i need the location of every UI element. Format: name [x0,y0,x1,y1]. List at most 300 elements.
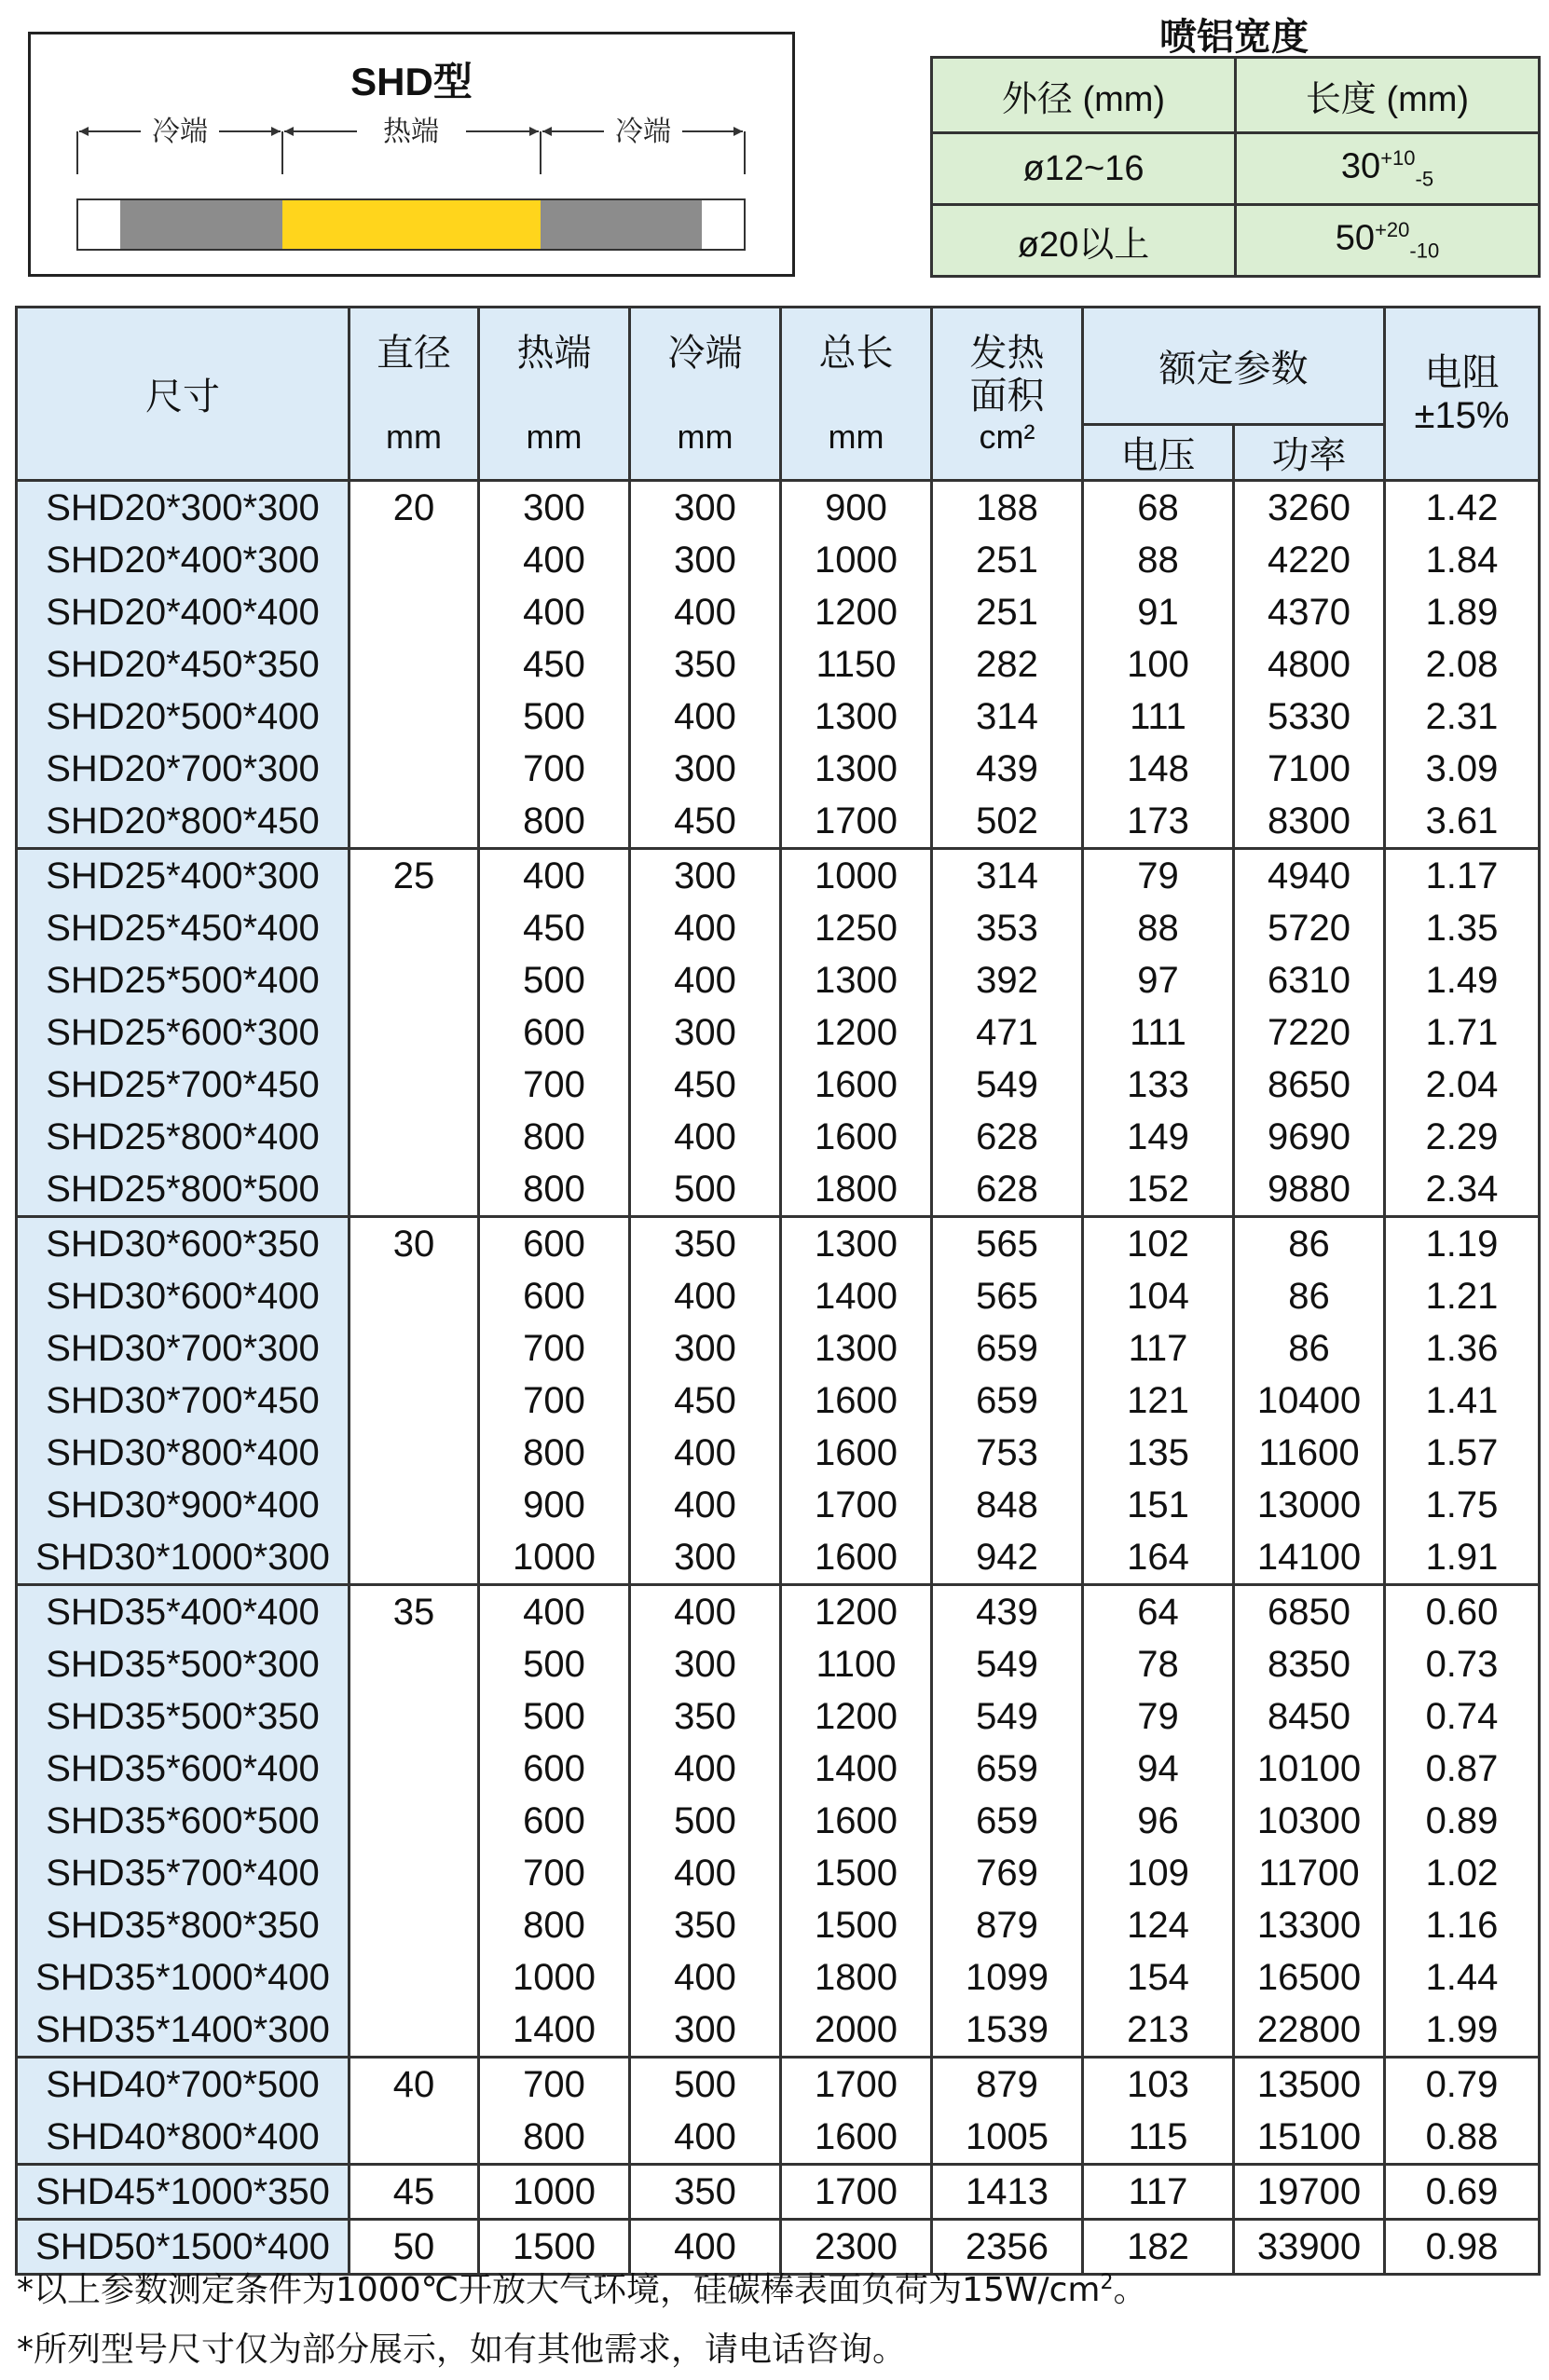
cell-power: 15100 [1234,2111,1385,2165]
rod-hot-section [282,199,541,250]
cell-power: 11600 [1234,1427,1385,1479]
table-row [17,795,1540,849]
header-resistance: 电阻 ±15% [1385,308,1540,481]
cell-model: SHD45*1000*350 [17,2165,350,2220]
cell-hot: 500 [479,691,630,743]
cell-model: SHD30*600*400 [17,1270,350,1322]
cell-cold: 450 [630,1375,781,1427]
cell-resistance: 2.29 [1385,1111,1540,1163]
cell-voltage: 78 [1083,1638,1234,1690]
cell-total: 1700 [781,2165,932,2220]
cell-resistance: 0.74 [1385,1690,1540,1743]
cell-voltage: 94 [1083,1743,1234,1795]
cell-resistance: 1.44 [1385,1951,1540,2004]
table-row [17,1006,1540,1059]
cell-total: 2000 [781,2004,932,2058]
cell-power: 9880 [1234,1163,1385,1217]
cell-power: 13500 [1234,2058,1385,2112]
table-row [17,1270,1540,1322]
cell-hot: 800 [479,2111,630,2165]
cell-model: SHD30*700*300 [17,1322,350,1375]
cell-power: 86 [1234,1270,1385,1322]
cell-resistance: 0.87 [1385,1743,1540,1795]
cell-resistance: 1.42 [1385,481,1540,535]
cell-model: SHD40*800*400 [17,2111,350,2165]
cell-diameter: 30 [350,1217,479,1585]
cell-area: 628 [932,1111,1083,1163]
table-row [17,481,1540,535]
cell-total: 1700 [781,795,932,849]
cell-power: 6310 [1234,954,1385,1006]
cell-area: 439 [932,1585,1083,1639]
cell-area: 879 [932,1899,1083,1951]
cell-model: SHD50*1500*400 [17,2220,350,2275]
table-row [17,1899,1540,1951]
cell-resistance: 1.36 [1385,1322,1540,1375]
cell-total: 1400 [781,1270,932,1322]
table-row [17,1585,1540,1639]
cell-resistance: 1.17 [1385,849,1540,903]
cell-power: 4370 [1234,586,1385,638]
cell-total: 1800 [781,1951,932,2004]
cell-area: 659 [932,1743,1083,1795]
cell-hot: 600 [479,1743,630,1795]
cell-resistance: 1.19 [1385,1217,1540,1271]
cell-area: 942 [932,1531,1083,1585]
cell-model: SHD35*1400*300 [17,2004,350,2058]
cell-total: 1000 [781,849,932,903]
cell-voltage: 148 [1083,743,1234,795]
cell-model: SHD30*700*450 [17,1375,350,1427]
cell-area: 2356 [932,2220,1083,2275]
cell-total: 1600 [781,1375,932,1427]
cell-area: 659 [932,1322,1083,1375]
cell-area: 549 [932,1638,1083,1690]
cell-model: SHD25*800*500 [17,1163,350,1217]
cell-cold: 400 [630,954,781,1006]
cell-voltage: 79 [1083,1690,1234,1743]
cell-total: 1500 [781,1847,932,1899]
cell-resistance: 1.99 [1385,2004,1540,2058]
cell-resistance: 0.98 [1385,2220,1540,2275]
cell-total: 1100 [781,1638,932,1690]
cell-voltage: 173 [1083,795,1234,849]
cell-area: 1005 [932,2111,1083,2165]
cell-total: 1200 [781,586,932,638]
cell-area: 188 [932,481,1083,535]
cell-area: 282 [932,638,1083,691]
cell-power: 86 [1234,1322,1385,1375]
table-row [17,1375,1540,1427]
cell-model: SHD20*700*300 [17,743,350,795]
cell-cold: 400 [630,691,781,743]
shd-diagram [28,32,795,277]
cell-power: 6850 [1234,1585,1385,1639]
cell-hot: 500 [479,1638,630,1690]
cell-area: 659 [932,1795,1083,1847]
cell-area: 879 [932,2058,1083,2112]
cell-model: SHD20*300*300 [17,481,350,535]
cell-area: 502 [932,795,1083,849]
cell-area: 392 [932,954,1083,1006]
cell-diameter: 35 [350,1585,479,2058]
spray-length: $30^{+10}_{-5}$ [1236,133,1540,205]
cell-total: 1500 [781,1899,932,1951]
spray-row [932,133,1540,205]
cell-model: SHD25*500*400 [17,954,350,1006]
cell-cold: 400 [630,902,781,954]
cell-cold: 300 [630,849,781,903]
cell-cold: 400 [630,1427,781,1479]
cell-cold: 500 [630,1795,781,1847]
cell-power: 10100 [1234,1743,1385,1795]
table-row [17,586,1540,638]
table-row [17,2111,1540,2165]
cell-power: 8350 [1234,1638,1385,1690]
cell-hot: 600 [479,1006,630,1059]
header-rated: 额定参数 [1083,308,1385,425]
cell-total: 1700 [781,2058,932,2112]
table-row [17,743,1540,795]
table-row [17,1427,1540,1479]
cell-total: 1200 [781,1585,932,1639]
cell-power: 10300 [1234,1795,1385,1847]
cell-cold: 350 [630,1217,781,1271]
table-row [17,1217,1540,1271]
cell-model: SHD30*900*400 [17,1479,350,1531]
cell-hot: 700 [479,1375,630,1427]
cell-power: 86 [1234,1217,1385,1271]
cell-voltage: 111 [1083,1006,1234,1059]
cell-voltage: 100 [1083,638,1234,691]
footnotes [17,2253,1146,2380]
cell-total: 1300 [781,691,932,743]
cell-hot: 700 [479,743,630,795]
cell-total: 1600 [781,1427,932,1479]
cell-cold: 400 [630,2220,781,2275]
table-row [17,1531,1540,1585]
spray-length: $50^{+20}_{-10}$ [1236,205,1540,277]
cell-power: 8450 [1234,1690,1385,1743]
cell-power: 8650 [1234,1059,1385,1111]
table-row [17,1795,1540,1847]
cell-area: 628 [932,1163,1083,1217]
cell-power: 13000 [1234,1479,1385,1531]
table-row [17,1322,1540,1375]
cell-total: 1600 [781,1795,932,1847]
cell-model: SHD35*500*300 [17,1638,350,1690]
cell-power: 8300 [1234,795,1385,849]
cell-total: 1000 [781,534,932,586]
cell-voltage: 121 [1083,1375,1234,1427]
diagram-title: SHD型 [350,60,473,103]
cell-voltage: 96 [1083,1795,1234,1847]
cell-hot: 400 [479,534,630,586]
cell-area: 549 [932,1059,1083,1111]
cell-hot: 900 [479,1479,630,1531]
table-row [17,1638,1540,1690]
cell-hot: 800 [479,795,630,849]
cell-cold: 400 [630,2111,781,2165]
cell-hot: 800 [479,1163,630,1217]
header-size: 尺寸 [17,308,350,481]
cell-resistance: 0.89 [1385,1795,1540,1847]
cell-hot: 800 [479,1111,630,1163]
cell-voltage: 68 [1083,481,1234,535]
cell-total: 1300 [781,743,932,795]
cell-power: 16500 [1234,1951,1385,2004]
cell-resistance: 1.84 [1385,534,1540,586]
cell-power: 33900 [1234,2220,1385,2275]
cell-hot: 700 [479,2058,630,2112]
table-row [17,849,1540,903]
cell-total: 1600 [781,1059,932,1111]
cell-voltage: 88 [1083,534,1234,586]
cell-voltage: 79 [1083,849,1234,903]
cell-diameter: 20 [350,481,479,849]
cell-model: SHD35*600*500 [17,1795,350,1847]
cell-cold: 450 [630,795,781,849]
cell-voltage: 117 [1083,2165,1234,2220]
cell-area: 565 [932,1270,1083,1322]
cell-resistance: 1.49 [1385,954,1540,1006]
cell-diameter: 25 [350,849,479,1217]
cell-voltage: 151 [1083,1479,1234,1531]
cell-cold: 300 [630,534,781,586]
cell-total: 1800 [781,1163,932,1217]
cell-voltage: 124 [1083,1899,1234,1951]
cell-power: 9690 [1234,1111,1385,1163]
cell-cold: 300 [630,2004,781,2058]
cell-hot: 1000 [479,2165,630,2220]
cell-total: 1150 [781,638,932,691]
cell-hot: 450 [479,902,630,954]
cell-cold: 300 [630,743,781,795]
cell-resistance: 0.79 [1385,2058,1540,2112]
cell-area: 1099 [932,1951,1083,2004]
cell-cold: 400 [630,586,781,638]
cell-power: 19700 [1234,2165,1385,2220]
header-diameter: 直径 mm [350,308,479,481]
cell-resistance: 1.16 [1385,1899,1540,1951]
cell-voltage: 117 [1083,1322,1234,1375]
cell-area: 439 [932,743,1083,795]
cell-resistance: 1.35 [1385,902,1540,954]
cell-total: 1300 [781,1322,932,1375]
table-row [17,1690,1540,1743]
cell-power: 5720 [1234,902,1385,954]
cell-cold: 300 [630,481,781,535]
table-row [17,1847,1540,1899]
table-row [17,1479,1540,1531]
cell-total: 1700 [781,1479,932,1531]
cell-resistance: 1.57 [1385,1427,1540,1479]
cell-cold: 400 [630,1270,781,1322]
cell-resistance: 0.73 [1385,1638,1540,1690]
cell-hot: 400 [479,586,630,638]
cell-hot: 1500 [479,2220,630,2275]
cell-area: 753 [932,1427,1083,1479]
cell-voltage: 133 [1083,1059,1234,1111]
cell-total: 900 [781,481,932,535]
cell-hot: 800 [479,1427,630,1479]
cell-power: 14100 [1234,1531,1385,1585]
table-row [17,534,1540,586]
cell-power: 10400 [1234,1375,1385,1427]
cell-cold: 400 [630,1743,781,1795]
header-cold: 冷端 mm [630,308,781,481]
cell-resistance: 1.75 [1385,1479,1540,1531]
cell-total: 2300 [781,2220,932,2275]
cell-model: SHD30*800*400 [17,1427,350,1479]
table-row [17,1111,1540,1163]
footnote: *以上参数测定条件为1000℃开放大气环境，硅碳棒表面负荷为$15W/cm^2$。 [17,2271,1147,2309]
cell-model: SHD30*1000*300 [17,1531,350,1585]
cell-total: 1600 [781,1111,932,1163]
cell-hot: 700 [479,1847,630,1899]
cell-hot: 600 [479,1217,630,1271]
cell-hot: 1400 [479,2004,630,2058]
cell-power: 4800 [1234,638,1385,691]
cell-voltage: 182 [1083,2220,1234,2275]
cell-area: 314 [932,691,1083,743]
header-voltage: 电压 [1083,425,1234,481]
cell-total: 1600 [781,2111,932,2165]
cell-area: 314 [932,849,1083,903]
table-row [17,954,1540,1006]
header-area: 发热面积 cm² [932,308,1083,481]
cell-power: 22800 [1234,2004,1385,2058]
cell-hot: 400 [479,1585,630,1639]
cell-area: 1413 [932,2165,1083,2220]
spray-width-title: 喷铝宽度 [1159,17,1309,58]
cell-area: 1539 [932,2004,1083,2058]
cell-cold: 350 [630,638,781,691]
cell-model: SHD20*400*300 [17,534,350,586]
cell-hot: 450 [479,638,630,691]
cell-resistance: 1.89 [1385,586,1540,638]
cell-resistance: 0.60 [1385,1585,1540,1639]
table-row [17,1951,1540,2004]
cell-model: SHD20*450*350 [17,638,350,691]
cell-model: SHD40*700*500 [17,2058,350,2112]
cell-model: SHD25*700*450 [17,1059,350,1111]
cell-power: 11700 [1234,1847,1385,1899]
cell-cold: 350 [630,1899,781,1951]
spec-table [15,306,1541,2276]
cell-hot: 800 [479,1899,630,1951]
cell-power: 7100 [1234,743,1385,795]
cell-model: SHD25*600*300 [17,1006,350,1059]
cell-model: SHD35*800*350 [17,1899,350,1951]
cell-model: SHD25*450*400 [17,902,350,954]
header-total: 总长 mm [781,308,932,481]
cell-cold: 350 [630,2165,781,2220]
cell-hot: 1000 [479,1531,630,1585]
cell-cold: 350 [630,1690,781,1743]
cell-area: 353 [932,902,1083,954]
cell-resistance: 3.09 [1385,743,1540,795]
cell-diameter: 40 [350,2058,479,2165]
cell-total: 1200 [781,1690,932,1743]
cell-area: 251 [932,586,1083,638]
cell-voltage: 97 [1083,954,1234,1006]
cell-power: 4220 [1234,534,1385,586]
hot-zone-label: 热端 [383,116,439,148]
cell-total: 1200 [781,1006,932,1059]
cell-hot: 600 [479,1270,630,1322]
table-row [17,2165,1540,2220]
cell-power: 3260 [1234,481,1385,535]
cell-voltage: 109 [1083,1847,1234,1899]
cell-resistance: 2.04 [1385,1059,1540,1111]
cell-cold: 500 [630,1163,781,1217]
cell-total: 1300 [781,1217,932,1271]
cell-total: 1600 [781,1531,932,1585]
cell-resistance: 1.02 [1385,1847,1540,1899]
cell-area: 659 [932,1375,1083,1427]
table-row [17,1059,1540,1111]
cell-resistance: 2.34 [1385,1163,1540,1217]
spray-header-diameter: 外径 (mm) [932,58,1236,133]
cell-voltage: 115 [1083,2111,1234,2165]
table-row [17,902,1540,954]
cell-diameter: 45 [350,2165,479,2220]
cell-area: 471 [932,1006,1083,1059]
cell-cold: 300 [630,1531,781,1585]
cell-model: SHD25*800*400 [17,1111,350,1163]
cell-hot: 700 [479,1322,630,1375]
cell-model: SHD25*400*300 [17,849,350,903]
cell-voltage: 104 [1083,1270,1234,1322]
cell-model: SHD20*500*400 [17,691,350,743]
rod-cold-section-left [120,199,282,250]
cell-cold: 300 [630,1322,781,1375]
cell-cold: 400 [630,1479,781,1531]
cell-resistance: 1.21 [1385,1270,1540,1322]
cell-resistance: 2.31 [1385,691,1540,743]
cell-cold: 300 [630,1638,781,1690]
cell-total: 1250 [781,902,932,954]
cell-voltage: 149 [1083,1111,1234,1163]
cell-voltage: 103 [1083,2058,1234,2112]
cell-area: 848 [932,1479,1083,1531]
cell-resistance: 1.91 [1385,1531,1540,1585]
cell-voltage: 164 [1083,1531,1234,1585]
cell-model: SHD35*600*400 [17,1743,350,1795]
table-row [17,1163,1540,1217]
cell-model: SHD35*700*400 [17,1847,350,1899]
cell-resistance: 0.69 [1385,2165,1540,2220]
cell-total: 1400 [781,1743,932,1795]
cell-cold: 400 [630,1111,781,1163]
cell-cold: 300 [630,1006,781,1059]
cell-hot: 400 [479,849,630,903]
cell-hot: 1000 [479,1951,630,2004]
cell-voltage: 154 [1083,1951,1234,2004]
table-row [17,691,1540,743]
rod-cold-section-right [541,199,702,250]
cell-hot: 500 [479,1690,630,1743]
cell-cold: 450 [630,1059,781,1111]
cell-power: 5330 [1234,691,1385,743]
table-row [17,1743,1540,1795]
cell-voltage: 102 [1083,1217,1234,1271]
cell-power: 13300 [1234,1899,1385,1951]
cell-resistance: 0.88 [1385,2111,1540,2165]
cell-area: 769 [932,1847,1083,1899]
cell-power: 7220 [1234,1006,1385,1059]
